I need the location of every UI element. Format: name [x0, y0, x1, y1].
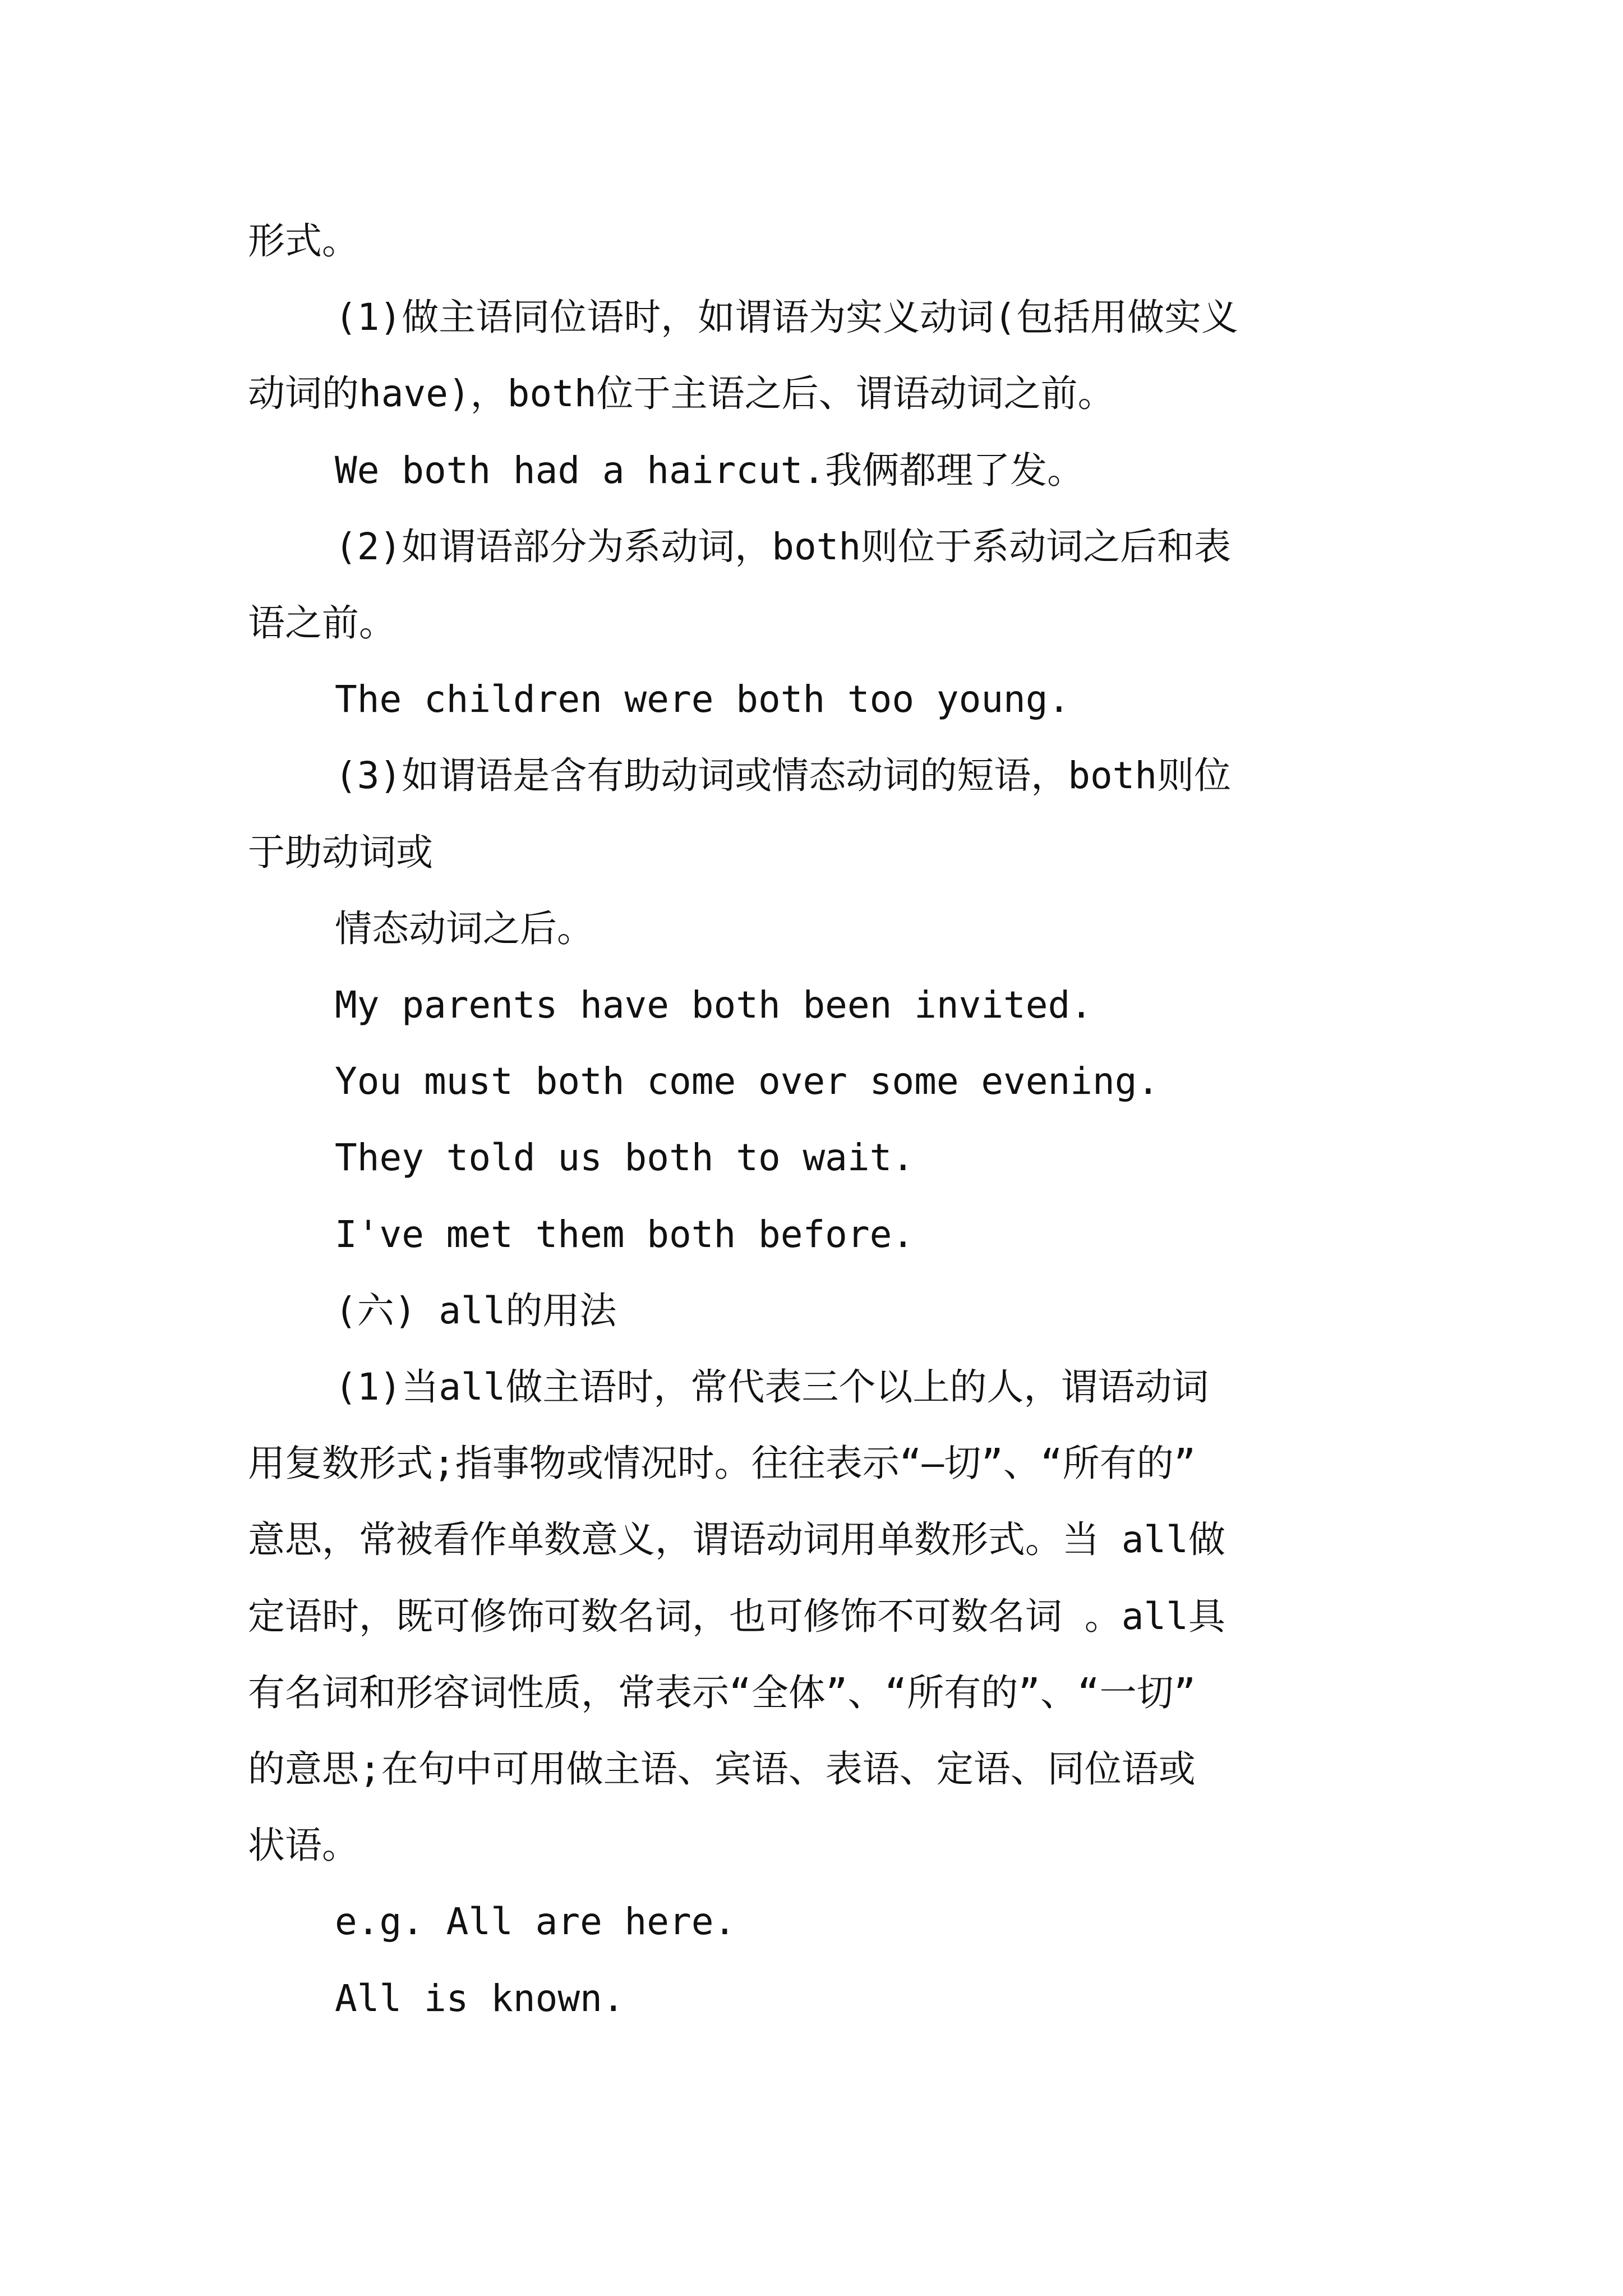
text-line-11: My parents have both been invited. — [335, 983, 1093, 1027]
text-line-7: The children were both too young. — [335, 678, 1071, 721]
text-line-15: (六) all的用法 — [335, 1289, 617, 1332]
text-line-18: 意思，常被看作单数意义，谓语动词用单数形式。当 all做 — [248, 1518, 1225, 1561]
text-line-14: I've met them both before. — [335, 1213, 915, 1256]
text-line-19: 定语时，既可修饰可数名词，也可修饰不可数名词 。all具 — [248, 1595, 1225, 1638]
text-line-17: 用复数形式;指事物或情况时。往往表示“—切”、“所有的” — [248, 1442, 1196, 1485]
text-line-4: We both had a haircut.我俩都理了发。 — [335, 449, 1085, 492]
text-line-5: (2)如谓语部分为系动词，both则位于系动词之后和表 — [335, 525, 1232, 568]
text-line-24: All is known. — [335, 1977, 625, 2020]
text-line-13: They told us both to wait. — [335, 1136, 915, 1179]
text-line-23: e.g. All are here. — [335, 1900, 736, 1943]
text-line-16: (1)当all做主语时，常代表三个以上的人，谓语动词 — [335, 1365, 1209, 1409]
text-line-8: (3)如谓语是含有助动词或情态动词的短语，both则位 — [335, 754, 1232, 797]
text-line-2: (1)做主语同位语时，如谓语为实义动词(包括用做实义 — [335, 296, 1238, 339]
text-line-6: 语之前。 — [248, 601, 396, 645]
text-line-3: 动词的have)，both位于主语之后、谓语动词之前。 — [248, 372, 1115, 415]
text-line-1: 形式。 — [248, 219, 359, 263]
text-line-21: 的意思;在句中可用做主语、宾语、表语、定语、同位语或 — [248, 1747, 1196, 1791]
text-line-22: 状语。 — [248, 1824, 359, 1867]
text-line-12: You must both come over some evening. — [335, 1060, 1160, 1103]
text-line-9: 于助动词或 — [248, 831, 433, 874]
text-line-20: 有名词和形容词性质，常表示“全体”、“所有的”、“一切” — [248, 1671, 1196, 1714]
text-line-10: 情态动词之后。 — [335, 907, 594, 950]
